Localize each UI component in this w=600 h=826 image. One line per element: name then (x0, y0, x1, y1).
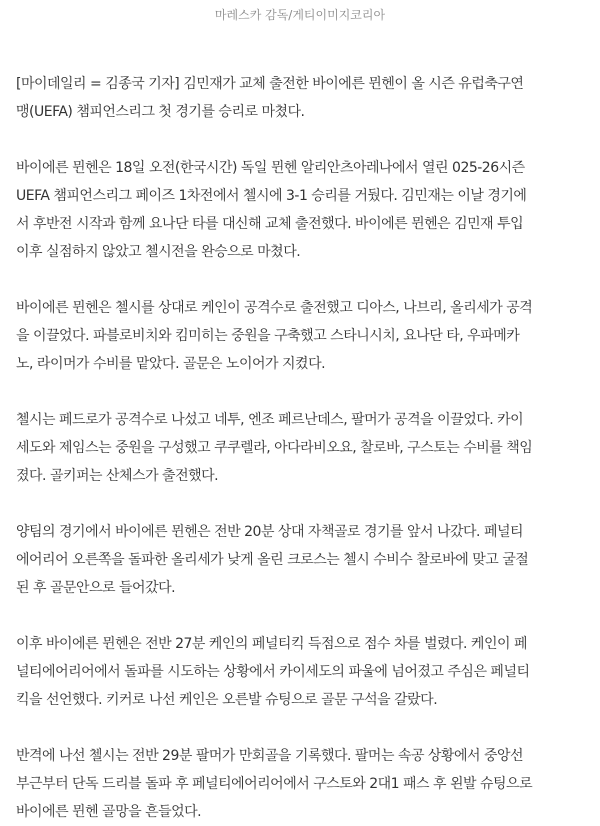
article-paragraph (16, 154, 588, 266)
article-paragraph (16, 742, 588, 826)
paragraph-line: 세도와 제임스는 중원을 구성했고 쿠쿠렐라, 아다라비오요, 찰로바, 구스토는 수비를 책임 (16, 440, 533, 456)
paragraph-line: 이후 실점하지 않았고 첼시전을 완승으로 마쳤다. (16, 244, 301, 260)
article-paragraph (16, 406, 588, 490)
paragraph-line: 킥을 선언했다. 키커로 나선 케인은 오른발 슈팅으로 골문 구석을 갈랐다. (16, 692, 438, 708)
paragraph-line: 서 후반전 시작과 함께 요나단 타를 대신해 교체 출전했다. 바이에른 뮌헨은 김민재 투입 (16, 216, 524, 232)
article-paragraph (16, 630, 588, 714)
paragraph-line: 널티에어리어에서 돌파를 시도하는 상황에서 카이세도의 파울에 넘어졌고 주심은 페널티 (16, 664, 530, 680)
paragraph-line: 바이에른 뮌헨은 18일 오전(한국시간) 독일 뮌헨 알리안츠아레나에서 열린 025-26시즌 (16, 160, 525, 176)
paragraph-line: UEFA 챔피언스리그 페이즈 1차전에서 첼시에 3-1 승리를 거뒀다. 김민재는 이날 경기에 (16, 188, 527, 204)
paragraph-line: 에어리어 오른쪽을 돌파한 올리세가 낮게 올린 크로스는 첼시 수비수 찰로바에 맞고 굴절 (16, 552, 529, 568)
paragraph-line: 노, 라이머가 수비를 맡았다. 골문은 노이어가 지켰다. (16, 356, 326, 372)
photo-caption: 마레스카 감독/게티이미지코리아 (214, 8, 386, 22)
paragraph-line: 을 이끌었다. 파블로비치와 킴미히는 중원을 구축했고 스타니시치, 요나단 타, 우파메카 (16, 328, 520, 344)
paragraph-line: 맹(UEFA) 챔피언스리그 첫 경기를 승리로 마쳤다. (16, 104, 305, 120)
paragraph-line: 부근부터 단독 드리블 돌파 후 페널티에어리어에서 구스토와 2대1 패스 후 왼발 슈팅으로 (16, 776, 533, 792)
paragraph-line: 바이에른 뮌헨은 첼시를 상대로 케인이 공격수로 출전했고 디아스, 나브리, 올리세가 공격 (16, 300, 533, 316)
paragraph-line: 졌다. 골키퍼는 산체스가 출전했다. (16, 468, 219, 484)
paragraph-line: 반격에 나선 첼시는 전반 29분 팔머가 만회골을 기록했다. 팔머는 속공 상황에서 중앙선 (16, 748, 524, 764)
paragraph-line: [마이데일리 = 김종국 기자] 김민재가 교체 출전한 바이에른 뮌헨이 올 시즌 유럽축구연 (16, 76, 524, 92)
paragraph-line: 첼시는 페드로가 공격수로 나섰고 네투, 엔조 페르난데스, 팔머가 공격을 이끌었다. 카이 (16, 412, 524, 428)
article-body (16, 70, 588, 826)
article-paragraph (16, 70, 588, 126)
paragraph-line: 이후 바이에른 뮌헨은 전반 27분 케인의 페널티킥 득점으로 점수 차를 벌렸다. 케인이 페 (16, 636, 527, 652)
article-paragraph (16, 518, 588, 602)
paragraph-line: 바이에른 뮌헨 골망을 흔들었다. (16, 804, 202, 820)
article-paragraph (16, 294, 588, 378)
paragraph-line: 양팀의 경기에서 바이에른 뮌헨은 전반 20분 상대 자책골로 경기를 앞서 나갔다. 페널티 (16, 524, 524, 540)
paragraph-line: 된 후 골문안으로 들어갔다. (16, 580, 176, 596)
